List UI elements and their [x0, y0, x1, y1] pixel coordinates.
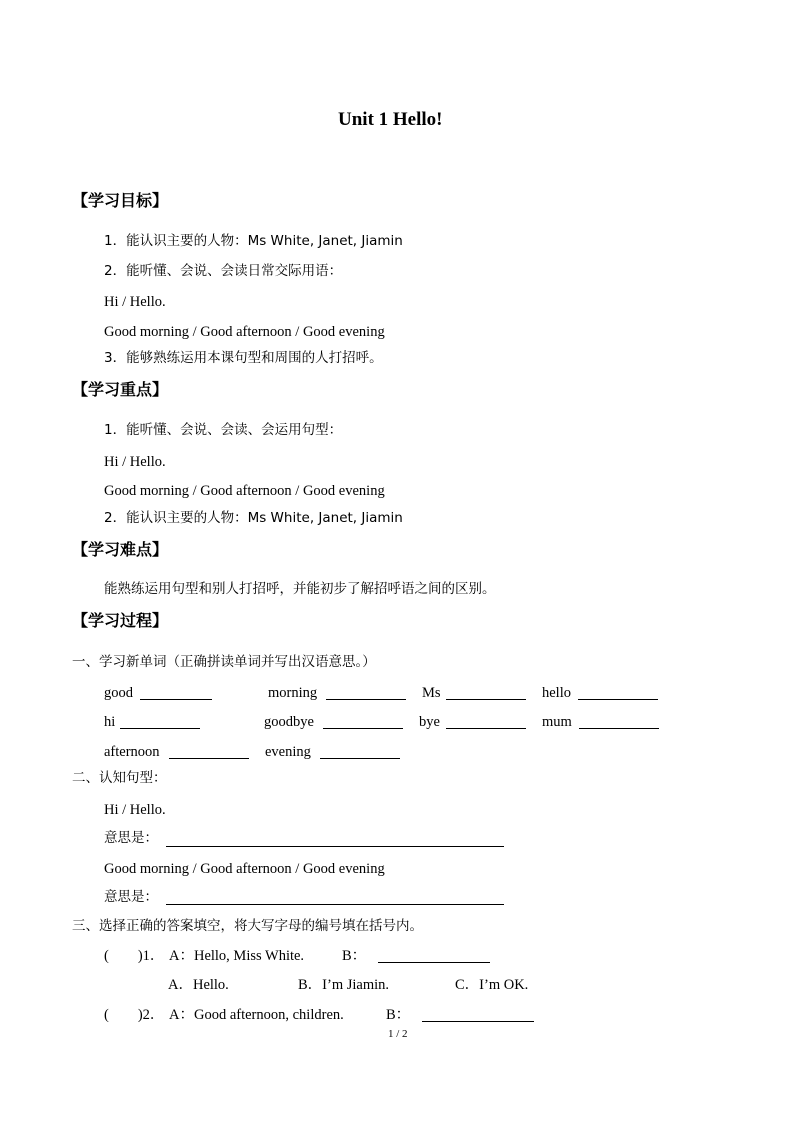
- q1-option-c: C．I’m OK.: [455, 977, 529, 993]
- word-label: hello: [542, 685, 571, 701]
- word-answer-line[interactable]: [320, 758, 400, 759]
- key-point-item: Good morning / Good afternoon / Good evening: [104, 483, 385, 499]
- word-label: afternoon: [104, 744, 160, 760]
- process-heading: 【学习过程】: [72, 611, 169, 630]
- part1-title: 一、学习新单词（正确拼读单词并写出汉语意思。）: [72, 654, 376, 670]
- word-answer-line[interactable]: [326, 699, 406, 700]
- word-answer-line[interactable]: [578, 699, 658, 700]
- q1-speaker-b: B：: [342, 948, 367, 964]
- sentence-2: Good morning / Good afternoon / Good evening: [104, 861, 385, 877]
- q2-bracket[interactable]: ( )2．: [104, 1007, 165, 1023]
- word-label: evening: [265, 744, 311, 760]
- meaning-answer-line-1[interactable]: [166, 846, 504, 847]
- word-answer-line[interactable]: [446, 728, 526, 729]
- key-points-heading: 【学习重点】: [72, 380, 169, 399]
- word-answer-line[interactable]: [140, 699, 212, 700]
- key-point-item: 2．能认识主要的人物：Ms White, Janet, Jiamin: [104, 510, 403, 526]
- q1-option-a: A．Hello.: [168, 977, 229, 993]
- q2-speaker-a: A：Good afternoon, children.: [169, 1007, 344, 1023]
- objective-item: Good morning / Good afternoon / Good evening: [104, 324, 385, 340]
- word-label: hi: [104, 714, 116, 730]
- word-answer-line[interactable]: [120, 728, 200, 729]
- objectives-heading: 【学习目标】: [72, 191, 169, 210]
- part2-title: 二、认知句型：: [72, 770, 167, 786]
- word-answer-line[interactable]: [579, 728, 659, 729]
- q2-speaker-b: B：: [386, 1007, 411, 1023]
- word-label: morning: [268, 685, 318, 701]
- q2-answer-line[interactable]: [422, 1021, 534, 1022]
- q1-answer-line[interactable]: [378, 962, 490, 963]
- word-label: good: [104, 685, 133, 701]
- difficulties-heading: 【学习难点】: [72, 540, 169, 559]
- key-point-item: Hi / Hello.: [104, 454, 166, 470]
- objective-item: 1．能认识主要的人物：Ms White, Janet, Jiamin: [104, 233, 403, 249]
- difficulties-text: 能熟练运用句型和别人打招呼，并能初步了解招呼语之间的区别。: [104, 581, 496, 597]
- word-label: bye: [419, 714, 440, 730]
- word-answer-line[interactable]: [446, 699, 526, 700]
- page-title: Unit 1 Hello!: [338, 109, 443, 130]
- word-answer-line[interactable]: [323, 728, 403, 729]
- sentence-1: Hi / Hello.: [104, 802, 166, 818]
- word-label: goodbye: [264, 714, 314, 730]
- q1-option-b: B．I’m Jiamin.: [298, 977, 390, 993]
- part3-title: 三、选择正确的答案填空，将大写字母的编号填在括号内。: [72, 918, 423, 934]
- q1-speaker-a: A：Hello, Miss White.: [169, 948, 305, 964]
- objective-item: 2．能听懂、会说、会读日常交际用语：: [104, 263, 343, 279]
- word-answer-line[interactable]: [169, 758, 249, 759]
- meaning-label-2: 意思是：: [104, 889, 158, 905]
- meaning-label-1: 意思是：: [104, 830, 158, 846]
- page-number: 1 / 2: [388, 1028, 408, 1040]
- key-point-item: 1．能听懂、会说、会读、会运用句型：: [104, 422, 343, 438]
- word-label: mum: [542, 714, 572, 730]
- q1-bracket[interactable]: ( )1．: [104, 948, 165, 964]
- meaning-answer-line-2[interactable]: [166, 904, 504, 905]
- word-label: Ms: [422, 685, 441, 701]
- objective-item: Hi / Hello.: [104, 294, 166, 310]
- objective-item: 3．能够熟练运用本课句型和周围的人打招呼。: [104, 350, 383, 366]
